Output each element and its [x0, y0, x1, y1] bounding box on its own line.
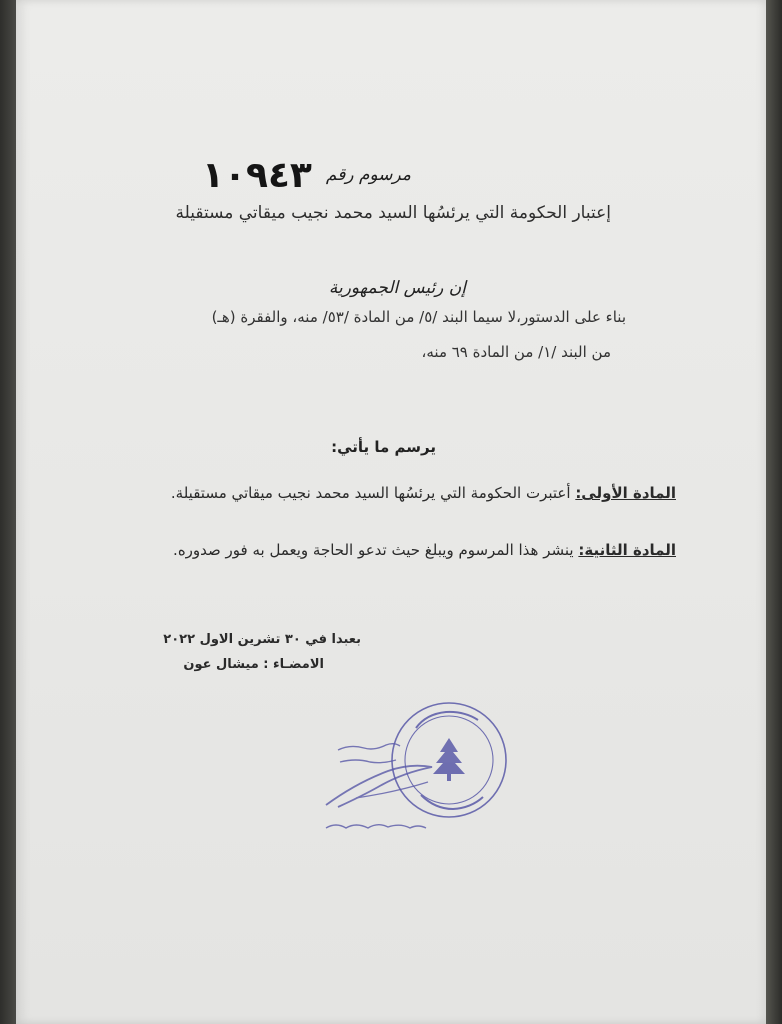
- article-1: [171, 484, 676, 502]
- decree-subject: إعتبار الحكومة التي يرئسُها السيد محمد نجيب ميقاتي مستقيلة: [175, 203, 611, 223]
- decrees-heading: يرسم ما يأتي:: [331, 438, 436, 456]
- signoff-date: بعبدا في ٣٠ تشرين الاول ٢٠٢٢: [163, 632, 361, 647]
- preamble-president: إن رئيس الجمهورية: [328, 278, 466, 298]
- cedar-icon: [433, 738, 465, 781]
- seal-handwriting-1: [338, 744, 400, 750]
- article-2-text: ينشر هذا المرسوم ويبلغ حيث تدعو الحاجة ويعمل به فور صدوره.: [173, 541, 579, 559]
- decree-header: [202, 150, 411, 200]
- seal-ring-lettering-top: [416, 712, 478, 728]
- signoff-signature: الامضـاء : ميشال عون: [183, 657, 324, 672]
- official-seal: [316, 700, 516, 850]
- preamble-basis-line-2: من البند /١/ من المادة ٦٩ منه،: [421, 343, 611, 361]
- preamble-basis-line-1: بناء على الدستور،لا سيما البند /٥/ من المادة /٥٣/ منه، والفقرة (هـ): [211, 308, 626, 326]
- article-2: [173, 541, 676, 559]
- decree-number: ١٠٩٤٣: [202, 154, 312, 196]
- signature-scribble: [326, 766, 432, 807]
- seal-ring-lettering-bottom: [421, 795, 483, 809]
- article-2-label: المادة الثانية:: [578, 541, 676, 559]
- page-edge-left: [0, 0, 16, 1024]
- seal-handwriting-name: [326, 825, 426, 828]
- document-page: [16, 0, 766, 1024]
- page-edge-right: [766, 0, 782, 1024]
- article-1-label: المادة الأولى:: [575, 484, 676, 502]
- seal-handwriting-2: [340, 760, 396, 763]
- article-1-text: أعتبرت الحكومة التي يرئسُها السيد محمد نجيب ميقاتي مستقيلة.: [170, 484, 576, 502]
- decree-label: مرسوم رقم: [325, 165, 411, 185]
